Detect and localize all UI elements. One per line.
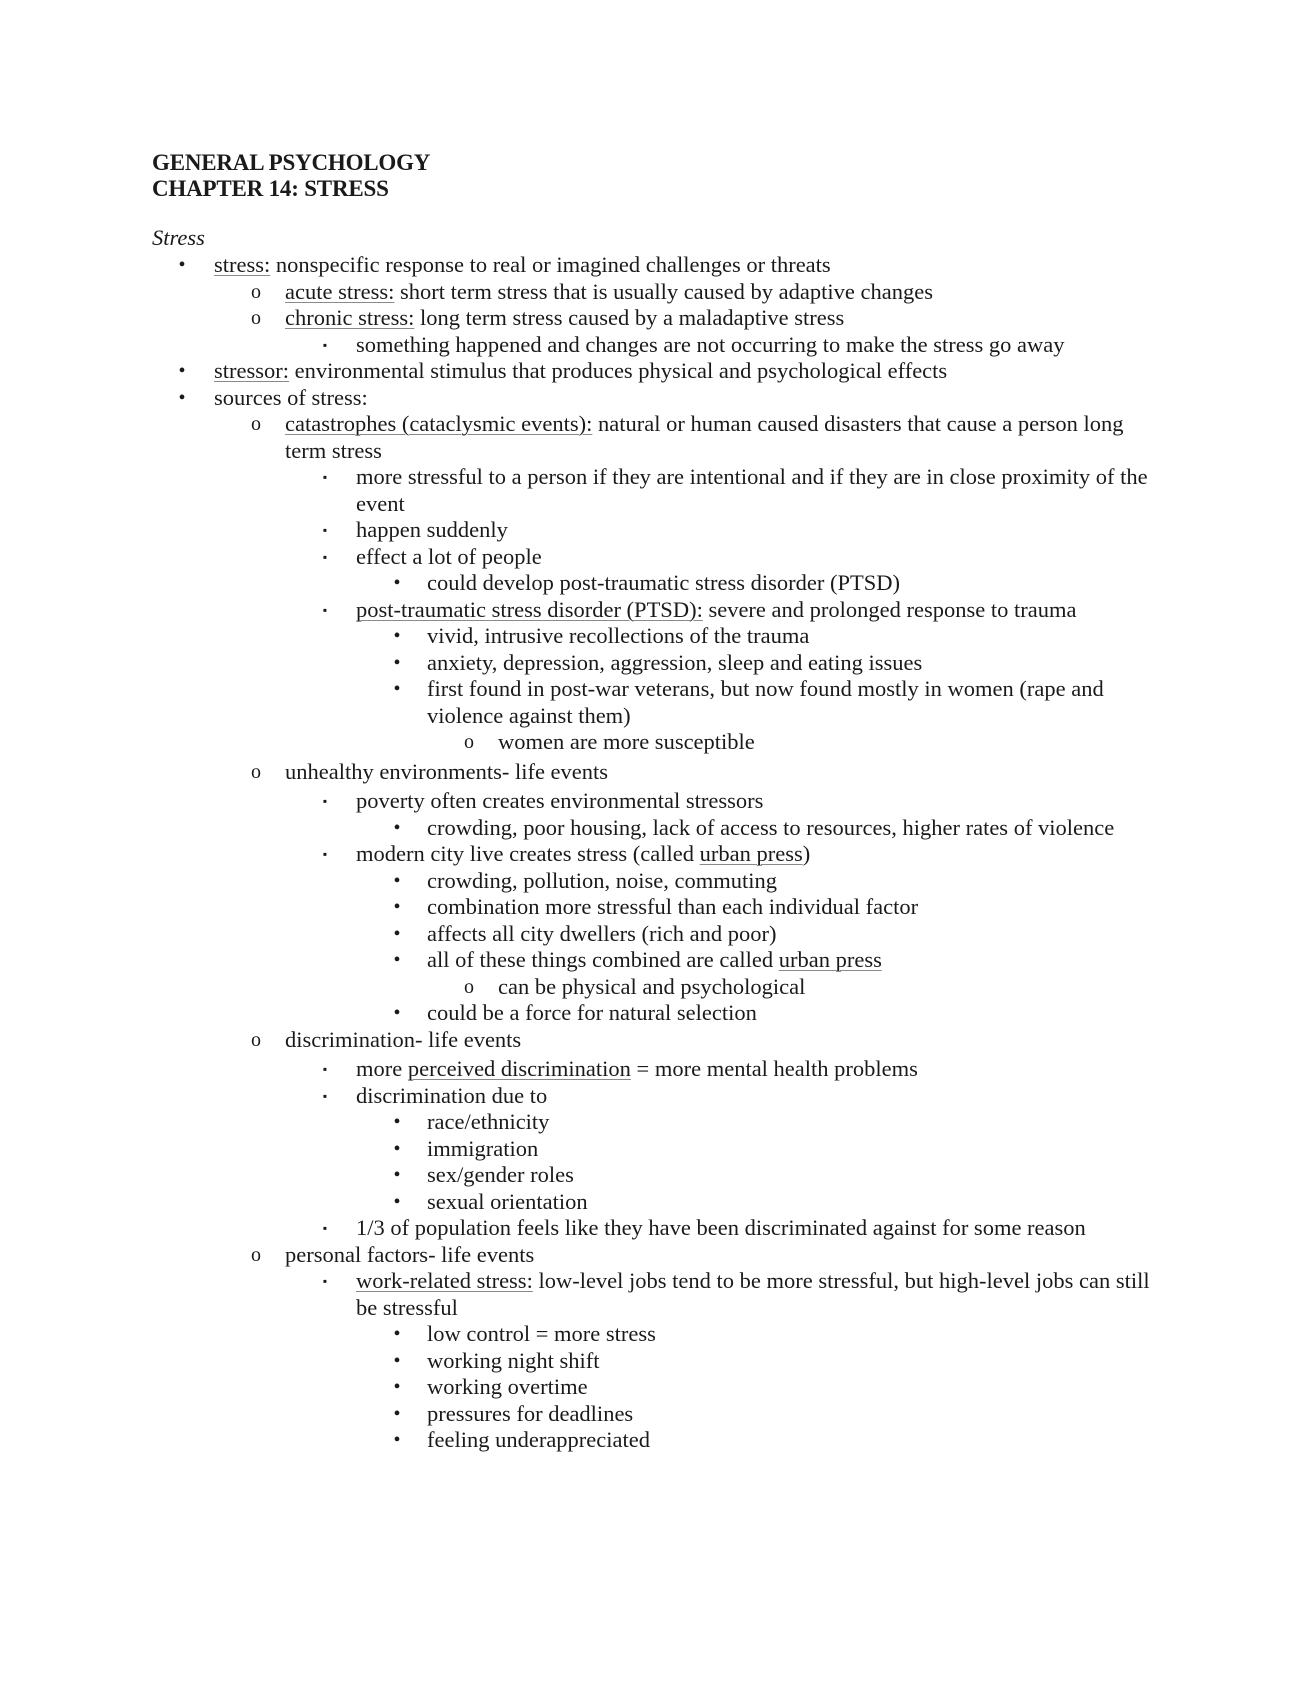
defined-term: perceived discrimination	[407, 1056, 631, 1081]
list-item-text-after: )	[802, 841, 811, 866]
list-item-level-4	[152, 1348, 1152, 1375]
defined-term: urban press	[778, 947, 882, 972]
list-item-text: sexual orientation	[427, 1188, 588, 1214]
circle-marker: o	[251, 413, 261, 435]
circle-marker: o	[251, 760, 261, 783]
circle-marker: o	[464, 975, 474, 998]
bullet-marker: •	[393, 625, 401, 647]
list-item-text: nonspecific response to real or imagined challenges or threats	[270, 252, 831, 277]
list-item-text: combination more stressful than each individual factor	[427, 894, 919, 919]
bullet-marker: •	[393, 1349, 401, 1372]
list-item-text: affects all city dwellers (rich and poor)	[427, 920, 777, 946]
list-item-level-3	[152, 597, 1152, 624]
defined-term: stressor:	[214, 358, 289, 383]
bullet-marker: •	[393, 1190, 401, 1213]
defined-term: urban press	[699, 841, 803, 866]
list-item-level-4	[152, 1162, 1152, 1189]
list-item-text: feeling underappreciated	[427, 1427, 651, 1452]
circle-marker: o	[251, 1028, 261, 1051]
list-item-text: modern city live creates stress (called	[356, 841, 700, 866]
list-item-level-4	[152, 1374, 1152, 1401]
bullet-marker: •	[393, 1164, 401, 1186]
list-item-text: could develop post-traumatic stress disorder (PTSD)	[427, 570, 901, 595]
list-item-level-4	[152, 1109, 1152, 1136]
list-item-text: something happened and changes are not occurring to make the stress go away	[356, 331, 1065, 357]
document-body	[152, 150, 1152, 1454]
list-item-level-5	[152, 974, 1152, 1001]
list-item-text: low control = more stress	[427, 1321, 656, 1346]
defined-term: catastrophes (cataclysmic events):	[285, 411, 593, 436]
circle-marker: o	[251, 307, 261, 329]
list-item-level-2	[152, 1027, 1152, 1054]
list-item-text: all of these things combined are called	[427, 947, 779, 972]
chapter-title: CHAPTER 14: STRESS	[152, 176, 389, 201]
list-item-level-3	[152, 544, 1152, 571]
bullet-marker: •	[393, 816, 401, 839]
list-item-level-3	[152, 841, 1152, 868]
list-item-text: more stressful to a person if they are intentional and if they are in close proximity of the event	[356, 464, 1148, 516]
square-marker: ▪	[322, 794, 328, 808]
defined-term: acute stress:	[285, 278, 395, 304]
square-marker: ▪	[322, 847, 328, 861]
list-item-level-4	[152, 676, 1152, 729]
bullet-marker: •	[178, 254, 186, 276]
bullet-marker: •	[393, 949, 401, 971]
list-item-text: effect a lot of people	[356, 543, 542, 569]
bullet-marker: •	[393, 1002, 401, 1024]
list-item-level-3	[152, 1268, 1152, 1321]
list-item-text: poverty often creates environmental stressors	[356, 788, 764, 813]
square-marker: ▪	[322, 523, 328, 537]
list-item-level-1	[152, 252, 1152, 279]
bullet-marker: •	[393, 869, 401, 892]
list-item-level-3	[152, 788, 1152, 815]
list-item-level-3	[152, 1215, 1152, 1242]
list-item-text: vivid, intrusive recollections of the trauma	[427, 623, 810, 648]
list-item-level-2	[152, 279, 1152, 306]
list-item-level-4	[152, 1427, 1152, 1454]
list-item-level-4	[152, 570, 1152, 597]
list-item-text: low-level jobs tend to be more stressful, but high-level jobs can still be stressful	[356, 1268, 1150, 1320]
list-item-level-2	[152, 759, 1152, 786]
list-item-text: discrimination- life events	[285, 1026, 522, 1052]
list-item-text: working overtime	[427, 1374, 588, 1399]
list-item-text: pressures for deadlines	[427, 1400, 634, 1426]
list-item-level-5	[152, 729, 1152, 756]
defined-term: stress:	[214, 252, 271, 277]
bullet-marker: •	[178, 386, 186, 409]
section-heading: Stress	[152, 225, 205, 250]
list-item-level-4	[152, 921, 1152, 948]
list-item-text: crowding, pollution, noise, commuting	[427, 867, 777, 893]
bullet-marker: •	[393, 1111, 401, 1133]
list-item-text: short term stress that is usually caused by adaptive changes	[394, 278, 933, 304]
list-item-level-4	[152, 1000, 1152, 1027]
list-item-text: immigration	[427, 1135, 539, 1161]
list-item-level-3	[152, 1083, 1152, 1110]
list-item-level-3	[152, 1056, 1152, 1083]
list-item-text: personal factors- life events	[285, 1241, 535, 1267]
list-item-text: environmental stimulus that produces physical and psychological effects	[289, 358, 948, 383]
list-item-level-4	[152, 1401, 1152, 1428]
list-item-level-3	[152, 332, 1152, 359]
list-item-text: happen suddenly	[356, 517, 508, 542]
defined-term: post-traumatic stress disorder (PTSD):	[356, 596, 703, 622]
square-marker: ▪	[322, 1062, 328, 1076]
list-item-text: could be a force for natural selection	[427, 1000, 757, 1025]
list-item-level-4	[152, 1321, 1152, 1348]
circle-marker: o	[464, 731, 474, 753]
square-marker: ▪	[322, 602, 328, 617]
list-item-text: discrimination due to	[356, 1082, 548, 1108]
list-item-text-after: = more mental health problems	[630, 1056, 918, 1081]
list-item-text: race/ethnicity	[427, 1109, 550, 1134]
list-item-text: long term stress caused by a maladaptive stress	[414, 305, 845, 330]
outline-list	[152, 252, 1152, 1454]
circle-marker: o	[251, 1243, 261, 1266]
bullet-marker: •	[393, 922, 401, 945]
list-item-level-4	[152, 623, 1152, 650]
list-item-text: crowding, poor housing, lack of access to resources, higher rates of violence	[427, 814, 1115, 840]
list-item-level-4	[152, 650, 1152, 677]
list-item-level-3	[152, 517, 1152, 544]
list-item-text: sources of stress:	[214, 384, 368, 410]
defined-term: work-related stress:	[356, 1268, 533, 1293]
defined-term: chronic stress:	[285, 305, 415, 330]
list-item-text: working night shift	[427, 1347, 600, 1373]
square-marker: ▪	[322, 1221, 328, 1235]
bullet-marker: •	[393, 1402, 401, 1425]
list-item-level-1	[152, 358, 1152, 385]
list-item-text: sex/gender roles	[427, 1162, 574, 1187]
list-item-text: women are more susceptible	[498, 729, 755, 754]
list-item-text: more	[356, 1056, 408, 1081]
square-marker: ▪	[322, 1274, 328, 1288]
list-item-text: anxiety, depression, aggression, sleep and eating issues	[427, 649, 923, 675]
list-item-level-4	[152, 947, 1152, 974]
bullet-marker: •	[393, 896, 401, 918]
list-item-text: first found in post-war veterans, but now found mostly in women (rape and violence against them)	[427, 676, 1104, 728]
list-item-level-2	[152, 411, 1152, 464]
bullet-marker: •	[393, 651, 401, 674]
list-item-text: natural or human caused disasters that cause a person long term stress	[285, 411, 1124, 463]
list-item-text: unhealthy environments- life events	[285, 758, 609, 784]
list-item-level-4	[152, 1136, 1152, 1163]
bullet-marker: •	[178, 360, 186, 382]
bullet-marker: •	[393, 1376, 401, 1398]
bullet-marker: •	[393, 678, 401, 700]
square-marker: ▪	[322, 337, 328, 352]
square-marker: ▪	[322, 470, 328, 484]
list-item-level-4	[152, 894, 1152, 921]
list-item-level-2	[152, 305, 1152, 332]
list-item-level-4	[152, 868, 1152, 895]
list-item-text: 1/3 of population feels like they have been discriminated against for some reason	[356, 1215, 1086, 1240]
list-item-level-4	[152, 1189, 1152, 1216]
bullet-marker: •	[393, 1323, 401, 1345]
document-title: GENERAL PSYCHOLOGY	[152, 150, 431, 175]
list-item-text: severe and prolonged response to trauma	[702, 596, 1077, 622]
list-item-level-3	[152, 464, 1152, 517]
bullet-marker: •	[393, 572, 401, 594]
square-marker: ▪	[322, 1088, 328, 1103]
list-item-level-1	[152, 385, 1152, 412]
list-item-level-4	[152, 815, 1152, 842]
list-item-level-2	[152, 1242, 1152, 1269]
square-marker: ▪	[322, 549, 328, 564]
bullet-marker: •	[393, 1429, 401, 1451]
list-item-text: can be physical and psychological	[498, 973, 806, 999]
circle-marker: o	[251, 280, 261, 303]
bullet-marker: •	[393, 1137, 401, 1160]
